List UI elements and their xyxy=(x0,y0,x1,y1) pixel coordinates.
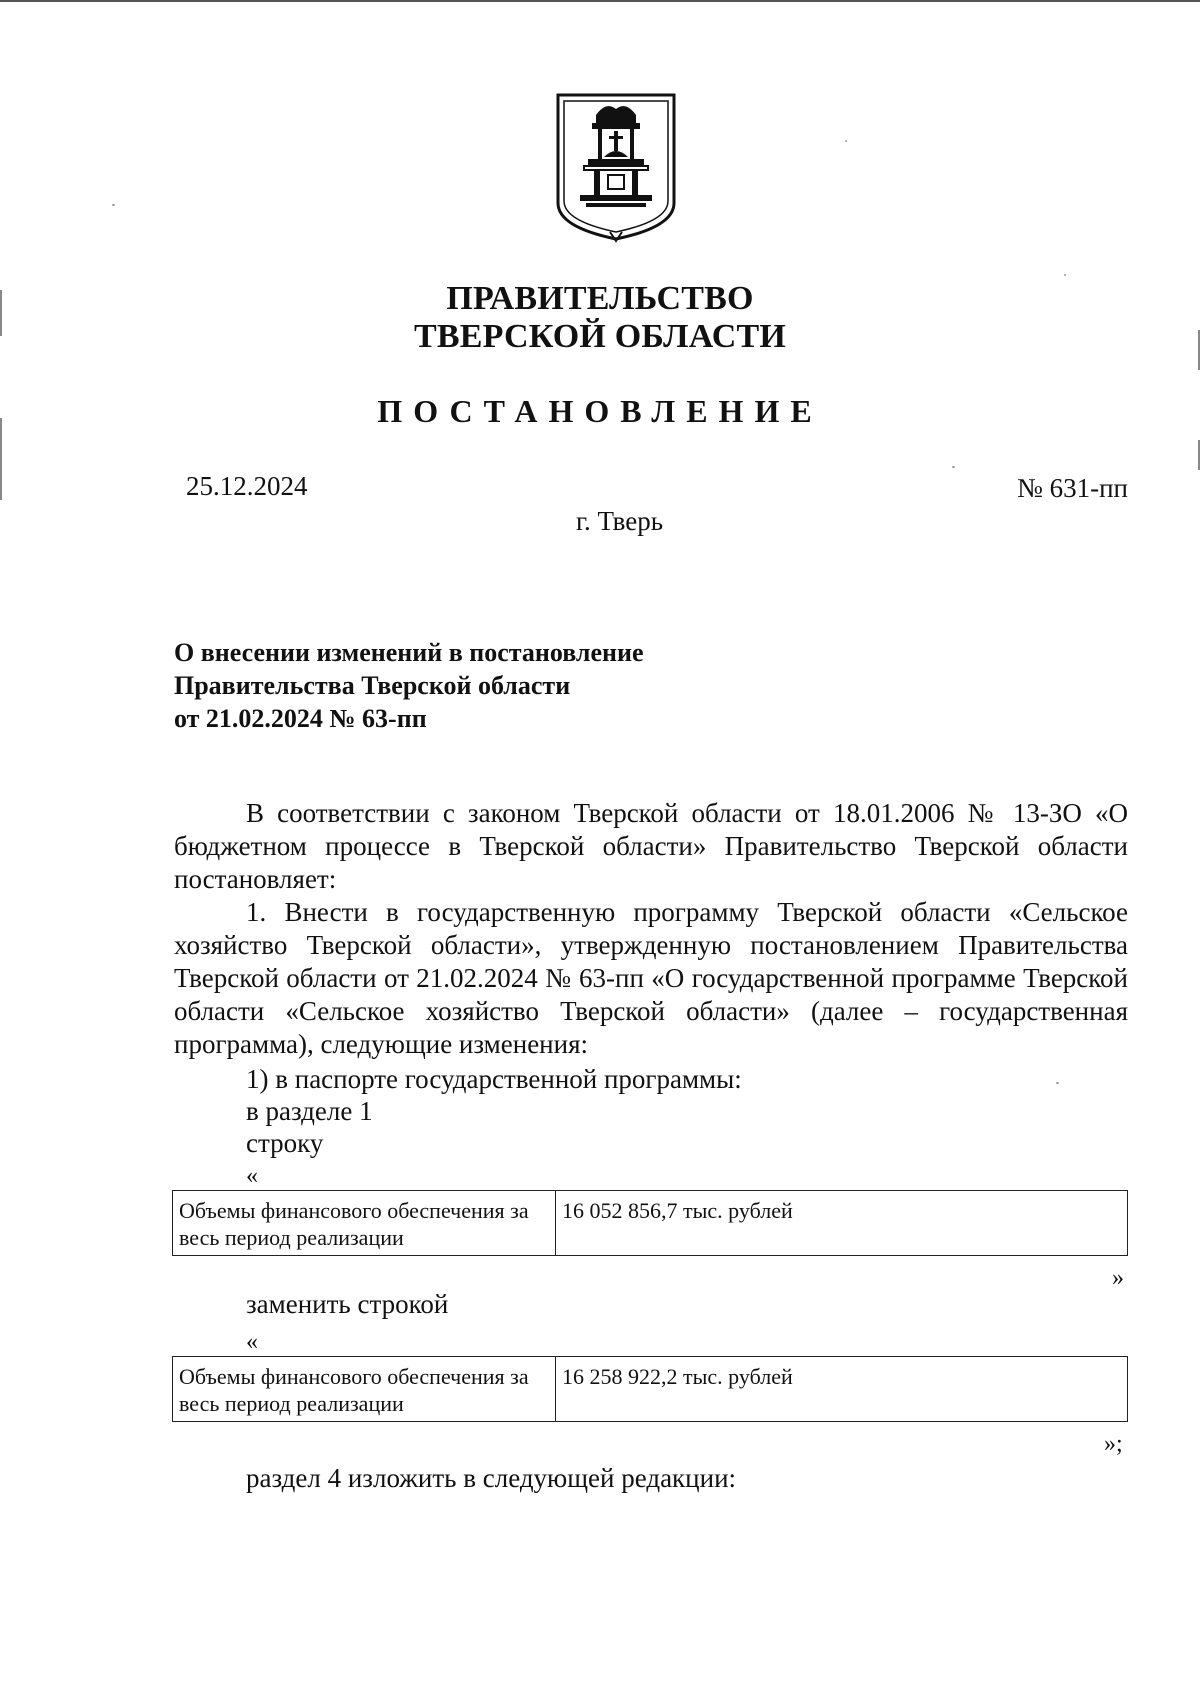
scan-speck xyxy=(1056,1082,1059,1084)
table-row xyxy=(173,1191,1128,1256)
paragraph-item-1: 1. Внести в государственную программу Тверской области «Сельское хозяйство Тверской области», утвержденную постановлением Правительства Тверской области от 21.02.2024 № 63-пп «О государственной программе Тверской области «Сельское хозяйство Тверской области» (далее – государственная программа), следующие изменения: xyxy=(174,897,1128,1059)
finance-table-old xyxy=(172,1190,1128,1256)
row-word: строку xyxy=(246,1128,324,1158)
open-quote: « xyxy=(246,1329,258,1355)
finance-label-cell: Объемы финансового обеспечения за весь период реализации xyxy=(173,1357,556,1422)
finance-label-cell: Объемы финансового обеспечения за весь период реализации xyxy=(173,1191,556,1256)
finance-value-cell: 16 052 856,7 тыс. рублей xyxy=(556,1191,1128,1256)
title-line: О внесении изменений в постановление xyxy=(174,638,644,667)
scan-speck xyxy=(952,466,955,468)
open-quote: « xyxy=(246,1163,258,1189)
section-4-instruction: раздел 4 изложить в следующей редакции: xyxy=(246,1463,737,1493)
document-type: ПОСТАНОВЛЕНИЕ xyxy=(377,393,823,429)
subitem-1: 1) в паспорте государственной программы: xyxy=(246,1064,742,1094)
document-title xyxy=(174,636,644,735)
close-quote-semicolon: »; xyxy=(1104,1431,1123,1457)
document-number: № 631-пп xyxy=(1017,473,1128,503)
table-row xyxy=(173,1357,1128,1422)
document-date: 25.12.2024 xyxy=(186,471,308,501)
scan-edge-mark xyxy=(0,418,2,500)
replace-instruction: заменить строкой xyxy=(246,1289,449,1319)
section-1-ref: в разделе 1 xyxy=(246,1096,373,1126)
scan-speck xyxy=(112,204,115,206)
scan-speck xyxy=(845,140,847,142)
government-name xyxy=(0,280,1200,356)
scan-speck xyxy=(1064,274,1066,276)
document-city: г. Тверь xyxy=(576,506,664,536)
scan-top-edge xyxy=(0,0,1200,2)
government-line: ТВЕРСКОЙ ОБЛАСТИ xyxy=(413,318,787,355)
government-line: ПРАВИТЕЛЬСТВО xyxy=(446,280,754,317)
close-quote: » xyxy=(1112,1265,1124,1291)
coat-of-arms-icon xyxy=(554,91,678,243)
title-line: Правительства Тверской области xyxy=(174,671,571,700)
title-line: от 21.02.2024 № 63-пп xyxy=(174,704,427,733)
paragraph-preamble: В соответствии с законом Тверской области от 18.01.2006 № 13-ЗО «О бюджетном процессе в Тверской области» Правительство Тверской области постановляет: xyxy=(174,798,1128,894)
finance-table-new xyxy=(172,1356,1128,1422)
finance-value-cell: 16 258 922,2 тыс. рублей xyxy=(556,1357,1128,1422)
